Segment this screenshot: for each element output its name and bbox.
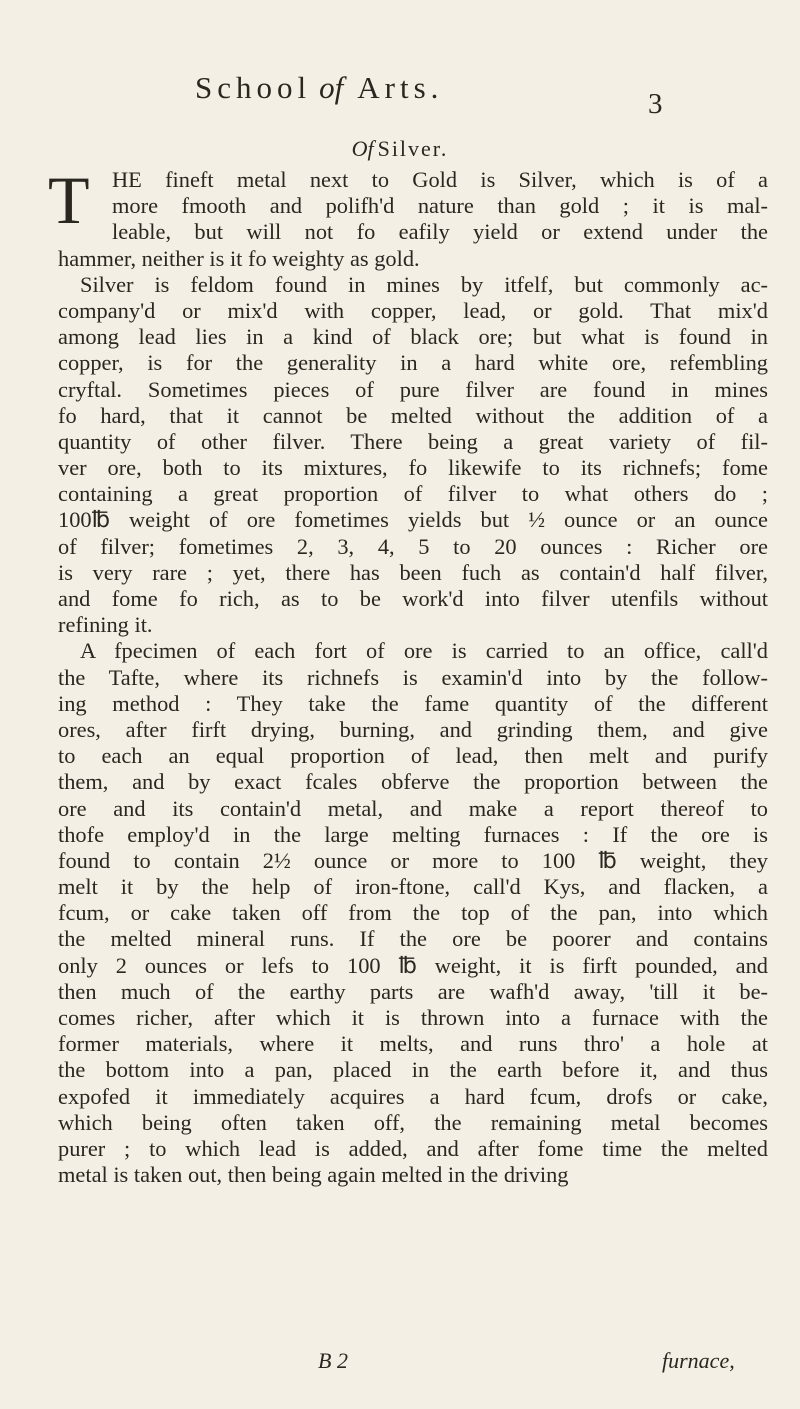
text-line: quantity of other filver. There being a great variety of fil- [58, 428, 768, 454]
text-line: former materials, where it melts, and runs thro' a hole at [58, 1031, 768, 1057]
text-line: them, and by exact fcales obferve the proportion between the [58, 769, 768, 795]
text-line: 100℔ weight of ore fometimes yields but ½ ounce or an ounce [58, 507, 768, 533]
text-line: then much of the earthy parts are wafh'd away, 'till it be- [58, 978, 768, 1004]
text-line: company'd or mix'd with copper, lead, or gold. That mix'd [58, 297, 768, 323]
text-line: purer ; to which lead is added, and after fome time the melted [58, 1135, 768, 1161]
header-school: School [195, 70, 312, 105]
signature-mark: B 2 [318, 1348, 348, 1373]
text-line: more fmooth and polifh'd nature than gold ; it is mal- [112, 193, 768, 219]
section-title-of: Of [351, 136, 374, 161]
text-line: A fpecimen of each fort of ore is carried to an office, call'd [80, 638, 768, 664]
text-line: fcum, or cake taken off from the top of the pan, into which [58, 900, 768, 926]
text-line: metal is taken out, then being again melted in the driving [58, 1162, 569, 1188]
text-line: Silver is feldom found in mines by itfelf, but commonly ac- [80, 271, 768, 297]
text-line: melt it by the help of iron-ftone, call'd Kys, and flacken, a [58, 874, 768, 900]
text-line: copper, is for the generality in a hard white ore, refembling [58, 350, 768, 376]
text-line: among lead lies in a kind of black ore; but what is found in [58, 324, 768, 350]
text-line: only 2 ounces or lefs to 100 ℔ weight, it is firft pounded, and [58, 952, 768, 978]
text-line: hammer, neither is it fo weighty as gold. [58, 245, 420, 271]
text-line: the bottom into a pan, placed in the earth before it, and thus [58, 1057, 768, 1083]
text-line: which being often taken off, the remaining metal becomes [58, 1109, 768, 1135]
text-line: ores, after firft drying, burning, and grinding them, and give [58, 716, 768, 742]
text-line: ver ore, both to its mixtures, fo likewife to its richnefs; fome [58, 455, 768, 481]
header-of: of [319, 70, 344, 105]
text-line: of filver; fometimes 2, 3, 4, 5 to 20 ounces : Richer ore [58, 533, 768, 559]
text-line: expofed it immediately acquires a hard fcum, drofs or cake, [58, 1083, 768, 1109]
text-line: refining it. [58, 612, 153, 638]
drop-capital: T [48, 162, 90, 238]
text-line: to each an equal proportion of lead, then melt and purify [58, 743, 768, 769]
header-arts: Arts. [357, 70, 444, 105]
text-line: found to contain 2½ ounce or more to 100 ℔ weight, they [58, 847, 768, 873]
text-line: ore and its contain'd metal, and make a report thereof to [58, 795, 768, 821]
running-header [195, 70, 605, 106]
text-line: and fome fo rich, as to be work'd into filver utenfils without [58, 586, 768, 611]
page-number: 3 [648, 88, 663, 120]
text-line: ing method : They take the fame quantity of the different [58, 690, 768, 716]
text-line: HE fineft metal next to Gold is Silver, which is of a [112, 167, 768, 192]
text-line: cryftal. Sometimes pieces of pure filver are found in mines [58, 376, 768, 402]
text-line: comes richer, after which it is thrown into a furnace with the [58, 1005, 768, 1030]
text-line: containing a great proportion of filver to what others do ; [58, 481, 768, 507]
section-title-name: Silver. [377, 136, 449, 161]
body-text [58, 167, 768, 1188]
text-line: leable, but will not fo eafily yield or extend under the [112, 219, 768, 245]
text-line: the Tafte, where its richnefs is examin'd into by the follow- [58, 664, 768, 690]
catchword: furnace, [662, 1348, 735, 1373]
section-title [0, 136, 800, 162]
text-line: the melted mineral runs. If the ore be poorer and contains [58, 926, 768, 952]
text-line: fo hard, that it cannot be melted without the addition of a [58, 402, 768, 428]
text-line: is very rare ; yet, there has been fuch as contain'd half filver, [58, 559, 768, 585]
text-line: thofe employ'd in the large melting furnaces : If the ore is [58, 821, 768, 847]
